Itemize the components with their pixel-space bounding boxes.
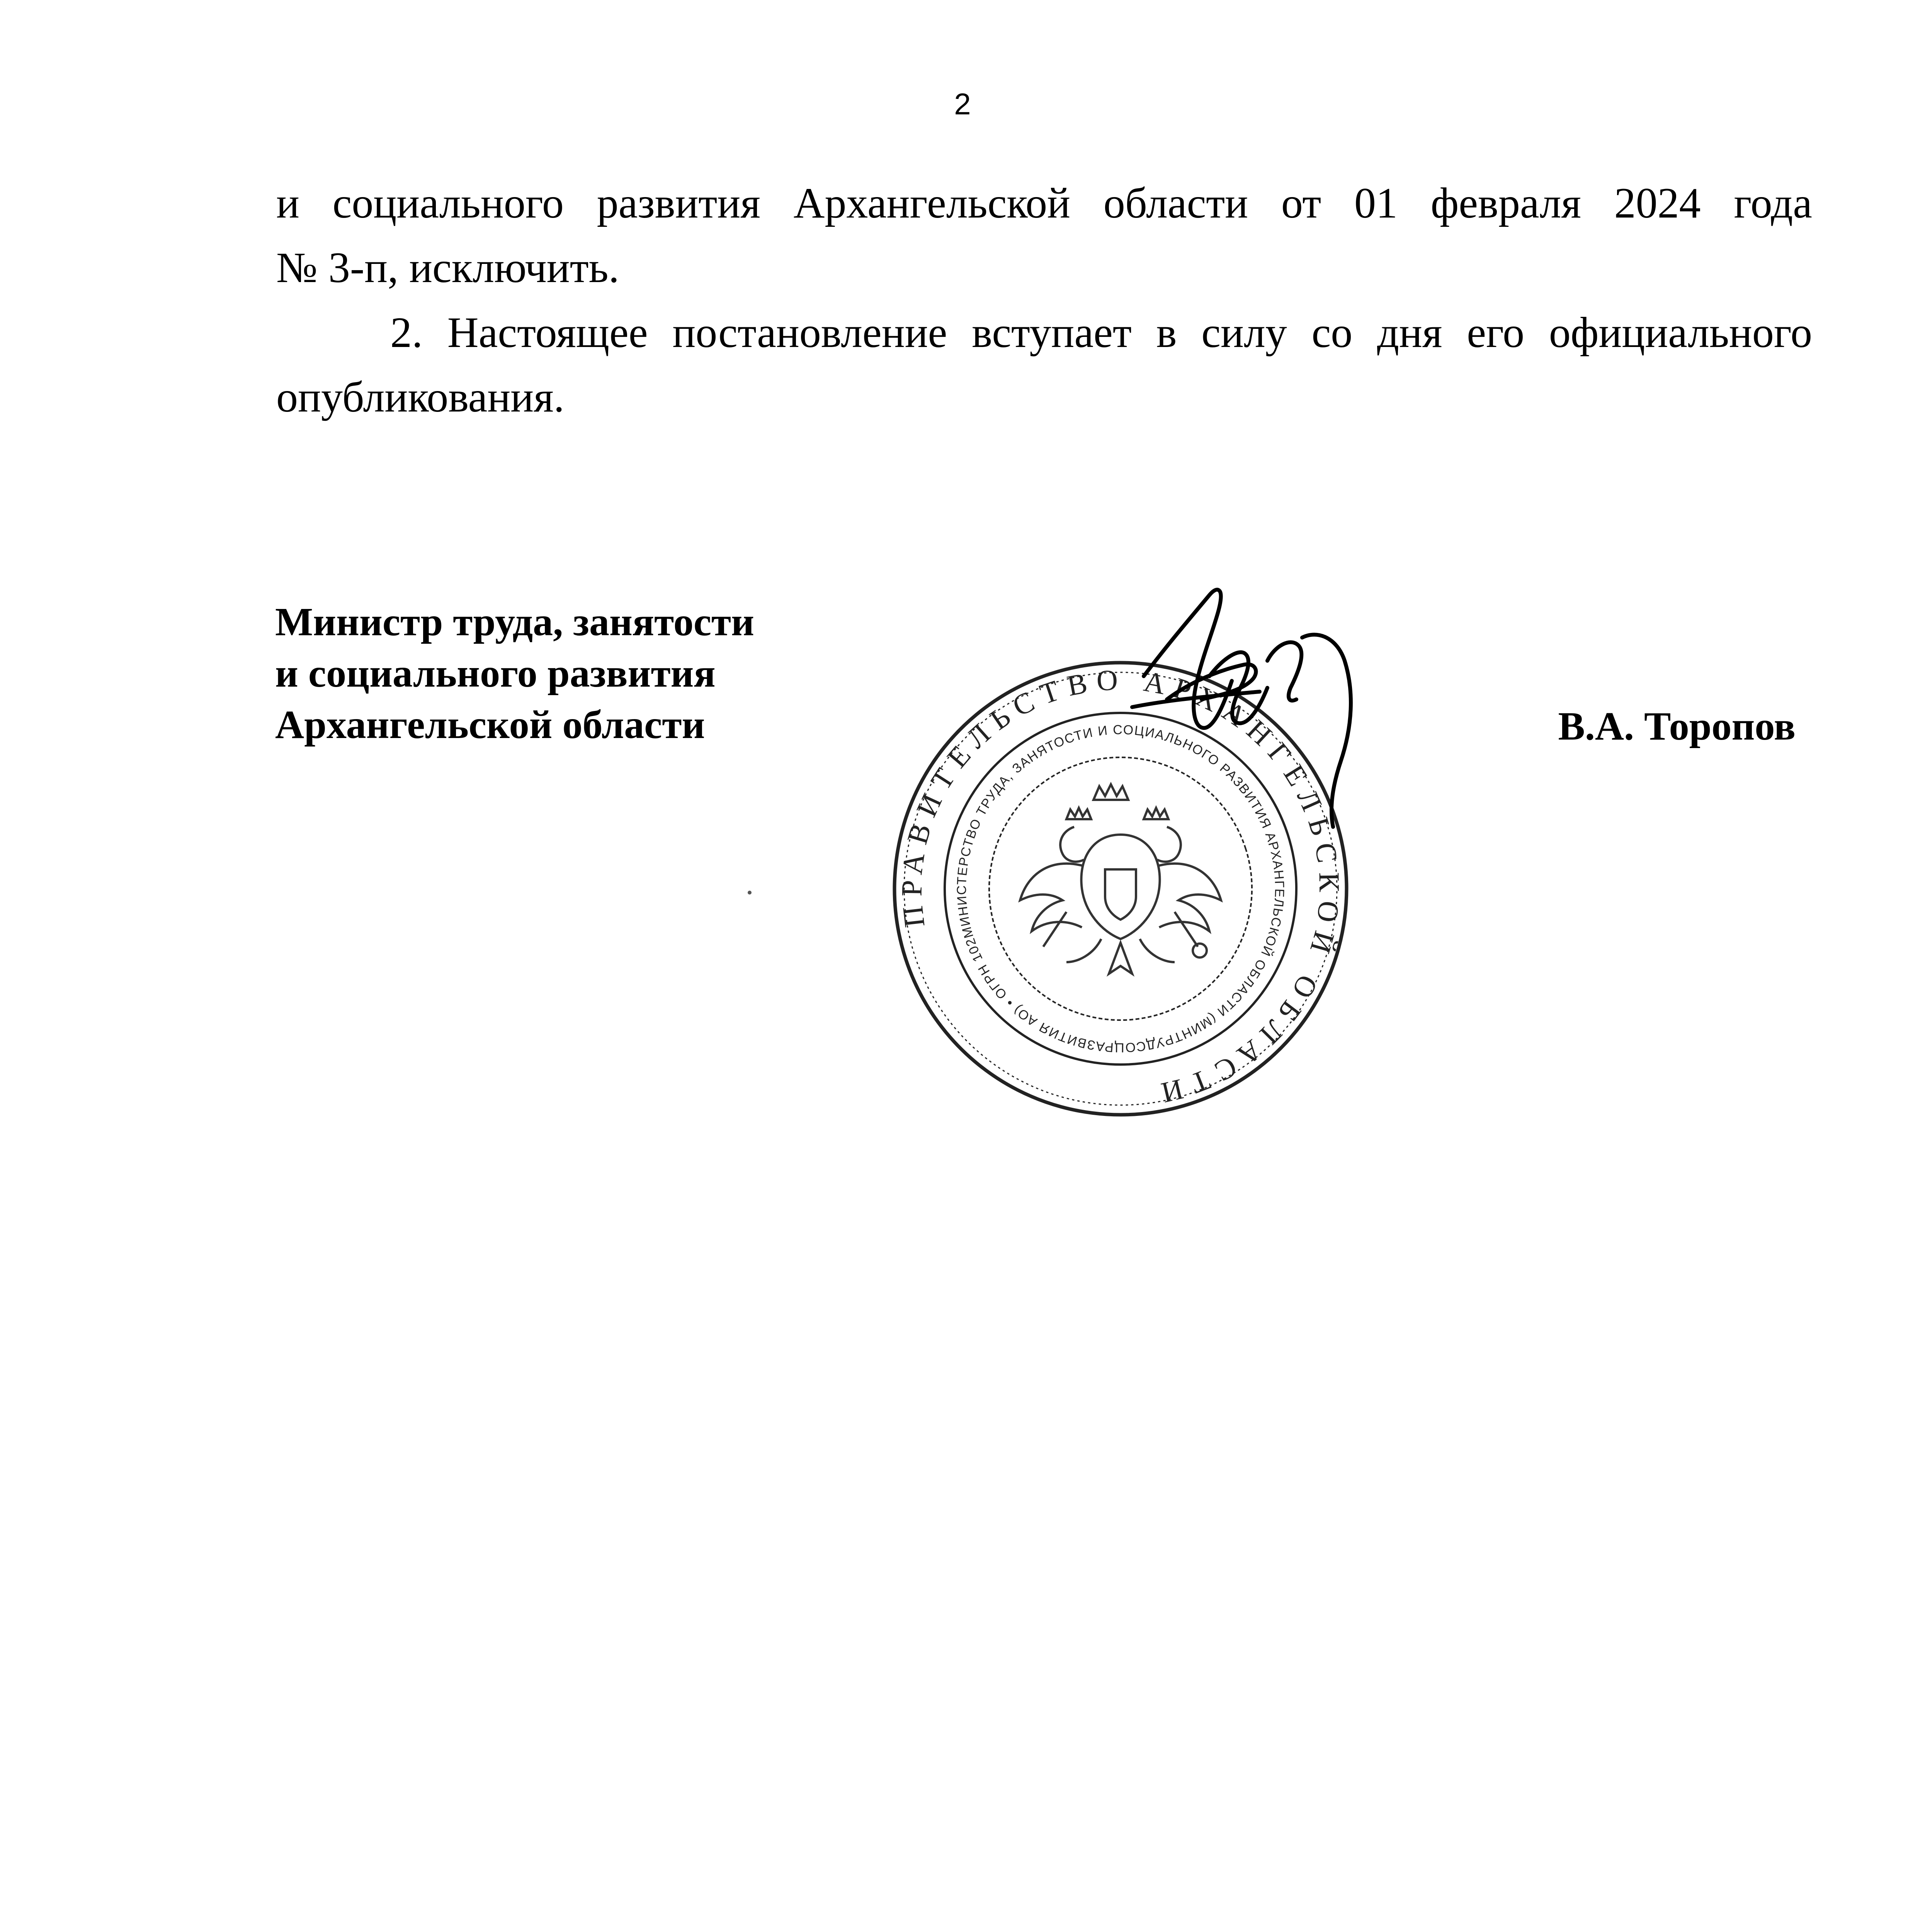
paragraph-1-line-2: № 3-п, исключить.	[276, 244, 619, 292]
position-line-3: Архангельской области	[275, 702, 705, 747]
scan-artifact	[748, 891, 752, 895]
handwritten-signature	[1121, 560, 1391, 908]
paragraph-1	[276, 170, 1812, 299]
signatory-position	[275, 597, 754, 751]
position-line-1: Министр труда, занятости	[275, 600, 755, 644]
paragraph-1-line-1: и социального развития Архангельской области от 01 февраля 2024 года	[276, 179, 1812, 227]
paragraph-2	[276, 299, 1812, 429]
paragraph-2-line-2: опубликования.	[276, 373, 565, 421]
signer-name: В.А. Торопов	[1558, 704, 1796, 748]
seal-outer-text: ПРАВИТЕЛЬСТВО АРХАНГЕЛЬСКОЙ ОБЛАСТИ	[895, 663, 1346, 1111]
page-number: 2	[954, 87, 971, 121]
seal-inner-text: МИНИСТЕРСТВО ТРУДА, ЗАНЯТОСТИ И СОЦИАЛЬНОГО РАЗВИТИЯ АРХАНГЕЛЬСКОЙ ОБЛАСТИ (МИНТРУДСОЦРАЗВИТИЯ АО) • ОГРН 1022901000957	[954, 722, 1287, 1055]
position-line-2: и социального развития	[275, 651, 716, 696]
signature-graphic	[1121, 560, 1391, 908]
paragraph-2-line-1: 2. Настоящее постановление вступает в силу со дня его официального	[390, 309, 1812, 357]
